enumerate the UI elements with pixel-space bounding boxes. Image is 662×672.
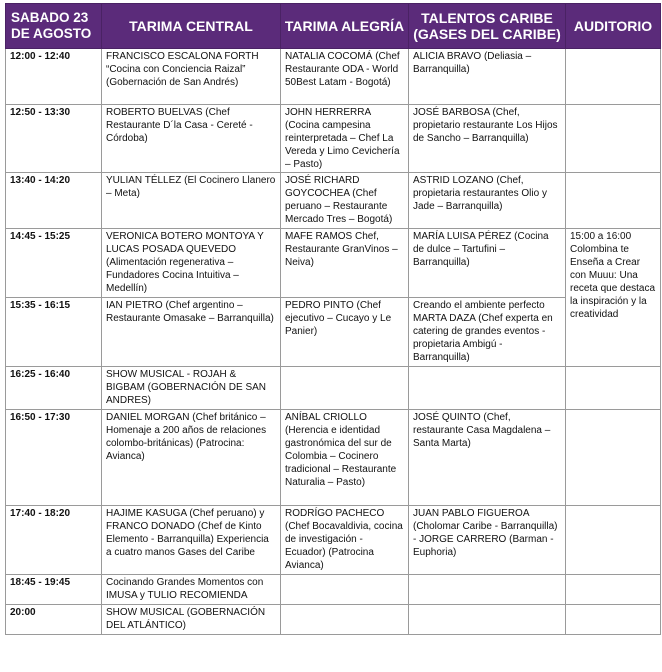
talentos-cell: JOSÉ BARBOSA (Chef, propietario restaurante Los Hijos de Sancho – Barranquilla)	[409, 105, 566, 173]
alegria-cell	[281, 575, 409, 605]
alegria-cell: JOSÉ RICHARD GOYCOCHEA (Chef peruano – Restaurante Mercado Tres – Bogotá)	[281, 173, 409, 229]
alegria-cell: RODRÍGO PACHECO (Chef Bocavaldivia, cocina de investigación - Ecuador) (Patrocina Avianca)	[281, 506, 409, 575]
auditorio-cell	[566, 367, 661, 410]
central-cell: DANIEL MORGAN (Chef británico – Homenaje a 200 años de relaciones colombo-británicas) (Patrocina: Avianca)	[102, 410, 281, 506]
central-cell: VERONICA BOTERO MONTOYA Y LUCAS POSADA QUEVEDO (Alimentación regenerativa – Fundadores Cocina Intuitiva – Medellín)	[102, 229, 281, 298]
time-cell: 20:00	[6, 605, 102, 635]
talentos-cell	[409, 367, 566, 410]
time-cell: 18:45 - 19:45	[6, 575, 102, 605]
table-row	[6, 605, 661, 635]
central-cell: SHOW MUSICAL - ROJAH & BIGBAM (GOBERNACIÓN DE SAN ANDRES)	[102, 367, 281, 410]
auditorio-cell	[566, 105, 661, 173]
table-row	[6, 575, 661, 605]
header-row	[6, 4, 661, 49]
auditorio-cell	[566, 410, 661, 506]
alegria-cell: PEDRO PINTO (Chef ejecutivo – Cucayo y Le Panier)	[281, 298, 409, 367]
schedule-table	[5, 3, 661, 635]
time-cell: 16:25 - 16:40	[6, 367, 102, 410]
central-cell: IAN PIETRO (Chef argentino – Restaurante Omasake – Barranquilla)	[102, 298, 281, 367]
table-row	[6, 49, 661, 105]
talentos-cell: ALICIA BRAVO (Deliasia – Barranquilla)	[409, 49, 566, 105]
talentos-cell: Creando el ambiente perfecto MARTA DAZA (Chef experta en catering de grandes eventos - propietaria Ambigú - Barranquilla)	[409, 298, 566, 367]
time-cell: 15:35 - 16:15	[6, 298, 102, 367]
time-cell: 12:00 - 12:40	[6, 49, 102, 105]
central-cell: ROBERTO BUELVAS (Chef Restaurante D´la Casa - Cereté - Córdoba)	[102, 105, 281, 173]
header-tarima-alegria: TARIMA ALEGRÍA	[281, 4, 409, 49]
auditorio-event: 15:00 a 16:00 Colombina te Enseña a Crear con Muuu: Una receta que destaca la inspiración y la creatividad	[566, 229, 661, 367]
auditorio-cell	[566, 173, 661, 229]
time-cell: 12:50 - 13:30	[6, 105, 102, 173]
header-auditorio: AUDITORIO	[566, 4, 661, 49]
talentos-cell: MARÍA LUISA PÉREZ (Cocina de dulce – Tartufini – Barranquilla)	[409, 229, 566, 298]
table-row	[6, 105, 661, 173]
auditorio-cell	[566, 575, 661, 605]
central-cell: HAJIME KASUGA (Chef peruano) y FRANCO DONADO (Chef de Kinto Elemento - Barranquilla) Experiencia a cuatro manos Gases del Caribe	[102, 506, 281, 575]
talentos-cell: JUAN PABLO FIGUEROA (Cholomar Caribe - Barranquilla) - JORGE CARRERO (Barman - Euphoria)	[409, 506, 566, 575]
alegria-cell	[281, 367, 409, 410]
alegria-cell: NATALIA COCOMÁ (Chef Restaurante ODA - World 50Best Latam - Bogotá)	[281, 49, 409, 105]
central-cell: YULIAN TÉLLEZ (El Cocinero Llanero – Meta)	[102, 173, 281, 229]
talentos-cell	[409, 605, 566, 635]
central-cell: Cocinando Grandes Momentos con IMUSA y TULIO RECOMIENDA	[102, 575, 281, 605]
alegria-cell: JOHN HERRERRA (Cocina campesina reinterpretada – Chef La Vereda y Limo Cevichería – Pasto)	[281, 105, 409, 173]
time-cell: 16:50 - 17:30	[6, 410, 102, 506]
time-cell: 14:45 - 15:25	[6, 229, 102, 298]
central-cell: FRANCISCO ESCALONA FORTH “Cocina con Conciencia Raizal” (Gobernación de San Andrés)	[102, 49, 281, 105]
auditorio-cell	[566, 49, 661, 105]
table-row	[6, 367, 661, 410]
alegria-cell: ANÍBAL CRIOLLO (Herencia e identidad gastronómica del sur de Colombia – Cocinero tradicional – Restaurante Naturalia – Pasto)	[281, 410, 409, 506]
table-row	[6, 506, 661, 575]
table-row	[6, 298, 661, 367]
header-talentos-caribe: TALENTOS CARIBE (GASES DEL CARIBE)	[409, 4, 566, 49]
header-tarima-central: TARIMA CENTRAL	[102, 4, 281, 49]
talentos-cell: ASTRID LOZANO (Chef, propietaria restaurantes Olio y Jade – Barranquilla)	[409, 173, 566, 229]
alegria-cell	[281, 605, 409, 635]
auditorio-cell	[566, 605, 661, 635]
table-row	[6, 173, 661, 229]
header-date: SABADO 23 DE AGOSTO	[6, 4, 102, 49]
talentos-cell	[409, 575, 566, 605]
central-cell: SHOW MUSICAL (GOBERNACIÓN DEL ATLÁNTICO)	[102, 605, 281, 635]
time-cell: 13:40 - 14:20	[6, 173, 102, 229]
time-cell: 17:40 - 18:20	[6, 506, 102, 575]
alegria-cell: MAFE RAMOS Chef, Restaurante GranVinos – Neiva)	[281, 229, 409, 298]
table-row	[6, 410, 661, 506]
table-row	[6, 229, 661, 298]
auditorio-cell	[566, 506, 661, 575]
talentos-cell: JOSÉ QUINTO (Chef, restaurante Casa Magdalena – Santa Marta)	[409, 410, 566, 506]
